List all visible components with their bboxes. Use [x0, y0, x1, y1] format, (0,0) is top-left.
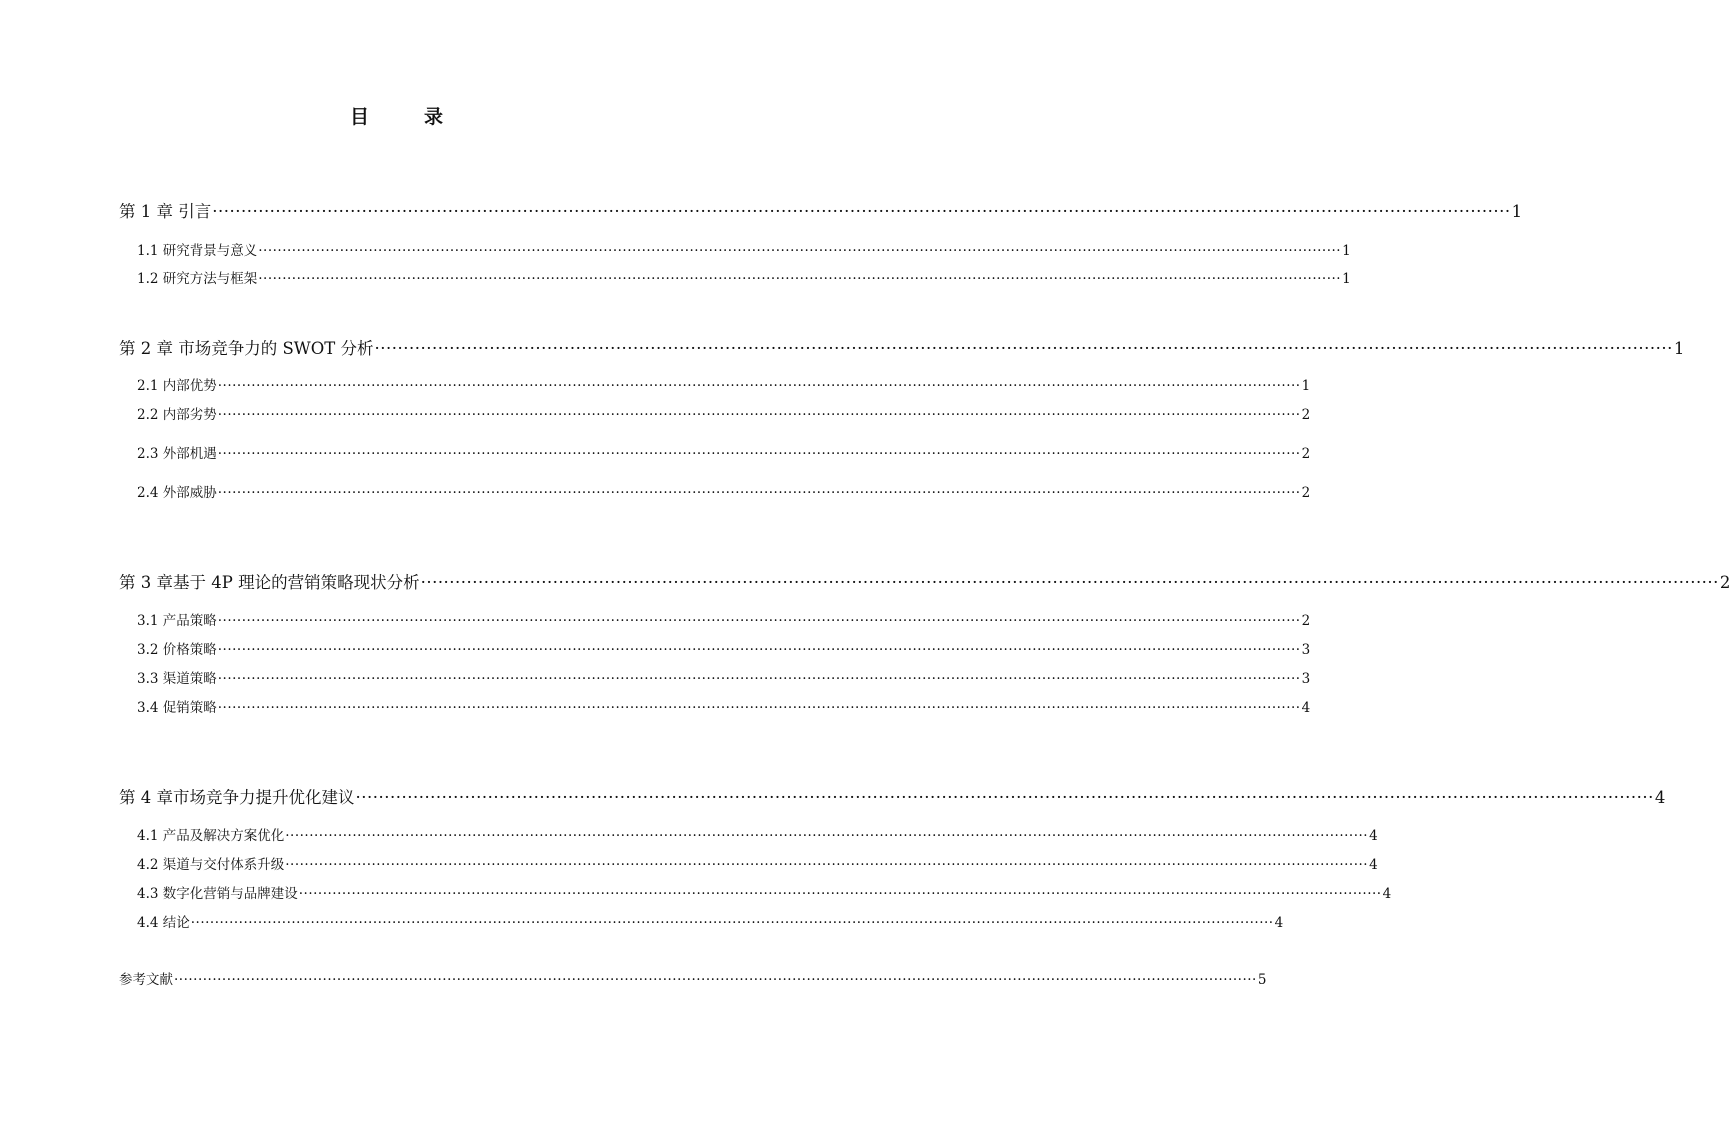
toc-leader-dots: ·································································································································································································································· — [217, 485, 1301, 501]
toc-section-label: 4.1 产品及解决方案优化 — [137, 828, 285, 844]
toc-section-3-4[interactable] — [137, 698, 1311, 718]
toc-chapter-3[interactable] — [119, 572, 1730, 594]
toc-section-4-1[interactable] — [137, 826, 1378, 846]
toc-leader-dots: ·································································································································································································································· — [217, 613, 1301, 629]
toc-section-1-2[interactable] — [137, 269, 1351, 289]
toc-chapter-4[interactable] — [119, 787, 1666, 809]
toc-page-number: 5 — [1257, 972, 1267, 988]
toc-chapter-label: 第 1 章 引言 — [119, 202, 212, 221]
toc-leader-dots: ·································································································································································································································· — [217, 407, 1301, 423]
toc-section-label: 1.1 研究背景与意义 — [137, 243, 258, 259]
toc-section-4-2[interactable] — [137, 855, 1378, 875]
toc-section-1-1[interactable] — [137, 241, 1351, 261]
toc-section-2-3[interactable] — [137, 444, 1311, 464]
toc-section-3-2[interactable] — [137, 640, 1311, 660]
toc-chapter-label: 第 3 章基于 4P 理论的营销策略现状分析 — [119, 573, 420, 592]
toc-section-label: 3.2 价格策略 — [137, 642, 217, 658]
toc-section-4-3[interactable] — [137, 884, 1392, 904]
toc-leader-dots: ·································································································································································································································· — [285, 857, 1369, 873]
toc-page-number: 2 — [1719, 573, 1730, 592]
toc-section-2-2[interactable] — [137, 405, 1311, 425]
toc-leader-dots: ·································································································································································································································· — [285, 828, 1369, 844]
toc-chapter-label: 第 2 章 市场竞争力的 SWOT 分析 — [119, 339, 374, 358]
toc-section-3-1[interactable] — [137, 611, 1311, 631]
toc-section-label: 2.1 内部优势 — [137, 378, 217, 394]
toc-page-number: 2 — [1301, 446, 1311, 462]
toc-page-number: 4 — [1382, 886, 1392, 902]
toc-references-label: 参考文献 — [119, 972, 173, 988]
toc-leader-dots: ·································································································································································································································· — [217, 642, 1301, 658]
toc-section-3-3[interactable] — [137, 669, 1311, 689]
toc-leader-dots: ·································································································································································································································· — [420, 573, 1719, 592]
toc-references[interactable] — [119, 970, 1267, 990]
toc-leader-dots: ·································································································································································································································· — [298, 886, 1382, 902]
toc-section-2-4[interactable] — [137, 483, 1311, 503]
toc-chapter-1[interactable] — [119, 201, 1523, 223]
toc-leader-dots: ·································································································································································································································· — [217, 446, 1301, 462]
toc-leader-dots: ·································································································································································································································· — [212, 202, 1511, 221]
toc-page-number: 4 — [1369, 857, 1378, 873]
toc-section-label: 2.2 内部劣势 — [137, 407, 217, 423]
toc-section-2-1[interactable] — [137, 376, 1311, 396]
toc-page-number: 1 — [1301, 378, 1311, 394]
toc-page-number: 2 — [1301, 613, 1311, 629]
toc-page-number: 1 — [1342, 271, 1351, 287]
toc-page-number: 3 — [1301, 642, 1311, 658]
toc-section-label: 2.4 外部威胁 — [137, 485, 217, 501]
toc-section-label: 4.3 数字化营销与品牌建设 — [137, 886, 298, 902]
toc-section-label: 2.3 外部机遇 — [137, 446, 217, 462]
toc-section-4-4[interactable] — [137, 913, 1284, 933]
toc-section-label: 3.4 促销策略 — [137, 700, 217, 716]
toc-leader-dots: ·································································································································································································································· — [258, 271, 1342, 287]
toc-leader-dots: ·································································································································································································································· — [355, 788, 1654, 807]
toc-leader-dots: ·································································································································································································································· — [374, 339, 1673, 358]
toc-leader-dots: ·································································································································································································································· — [190, 915, 1274, 931]
toc-leader-dots: ·································································································································································································································· — [217, 671, 1301, 687]
toc-page-number: 2 — [1301, 407, 1311, 423]
toc-page-number: 4 — [1274, 915, 1284, 931]
toc-chapter-label: 第 4 章市场竞争力提升优化建议 — [119, 788, 355, 807]
toc-section-label: 3.1 产品策略 — [137, 613, 217, 629]
toc-section-label: 3.3 渠道策略 — [137, 671, 217, 687]
toc-section-label: 4.2 渠道与交付体系升级 — [137, 857, 285, 873]
toc-leader-dots: ·································································································································································································································· — [217, 700, 1301, 716]
toc-page-number: 3 — [1301, 671, 1311, 687]
toc-leader-dots: ·································································································································································································································· — [258, 243, 1342, 259]
toc-section-label: 4.4 结论 — [137, 915, 190, 931]
toc-leader-dots: ·································································································································································································································· — [217, 378, 1301, 394]
toc-page-number: 1 — [1511, 202, 1523, 221]
toc-page-number: 4 — [1654, 788, 1666, 807]
toc-title: 目 录 — [349, 106, 461, 128]
toc-page-number: 4 — [1301, 700, 1311, 716]
toc-page-number: 2 — [1301, 485, 1311, 501]
toc-leader-dots: ·································································································································································································································· — [174, 972, 1257, 988]
toc-chapter-2[interactable] — [119, 338, 1685, 360]
toc-page-number: 4 — [1369, 828, 1378, 844]
toc-page-number: 1 — [1342, 243, 1351, 259]
toc-section-label: 1.2 研究方法与框架 — [137, 271, 258, 287]
toc-page-number: 1 — [1673, 339, 1685, 358]
